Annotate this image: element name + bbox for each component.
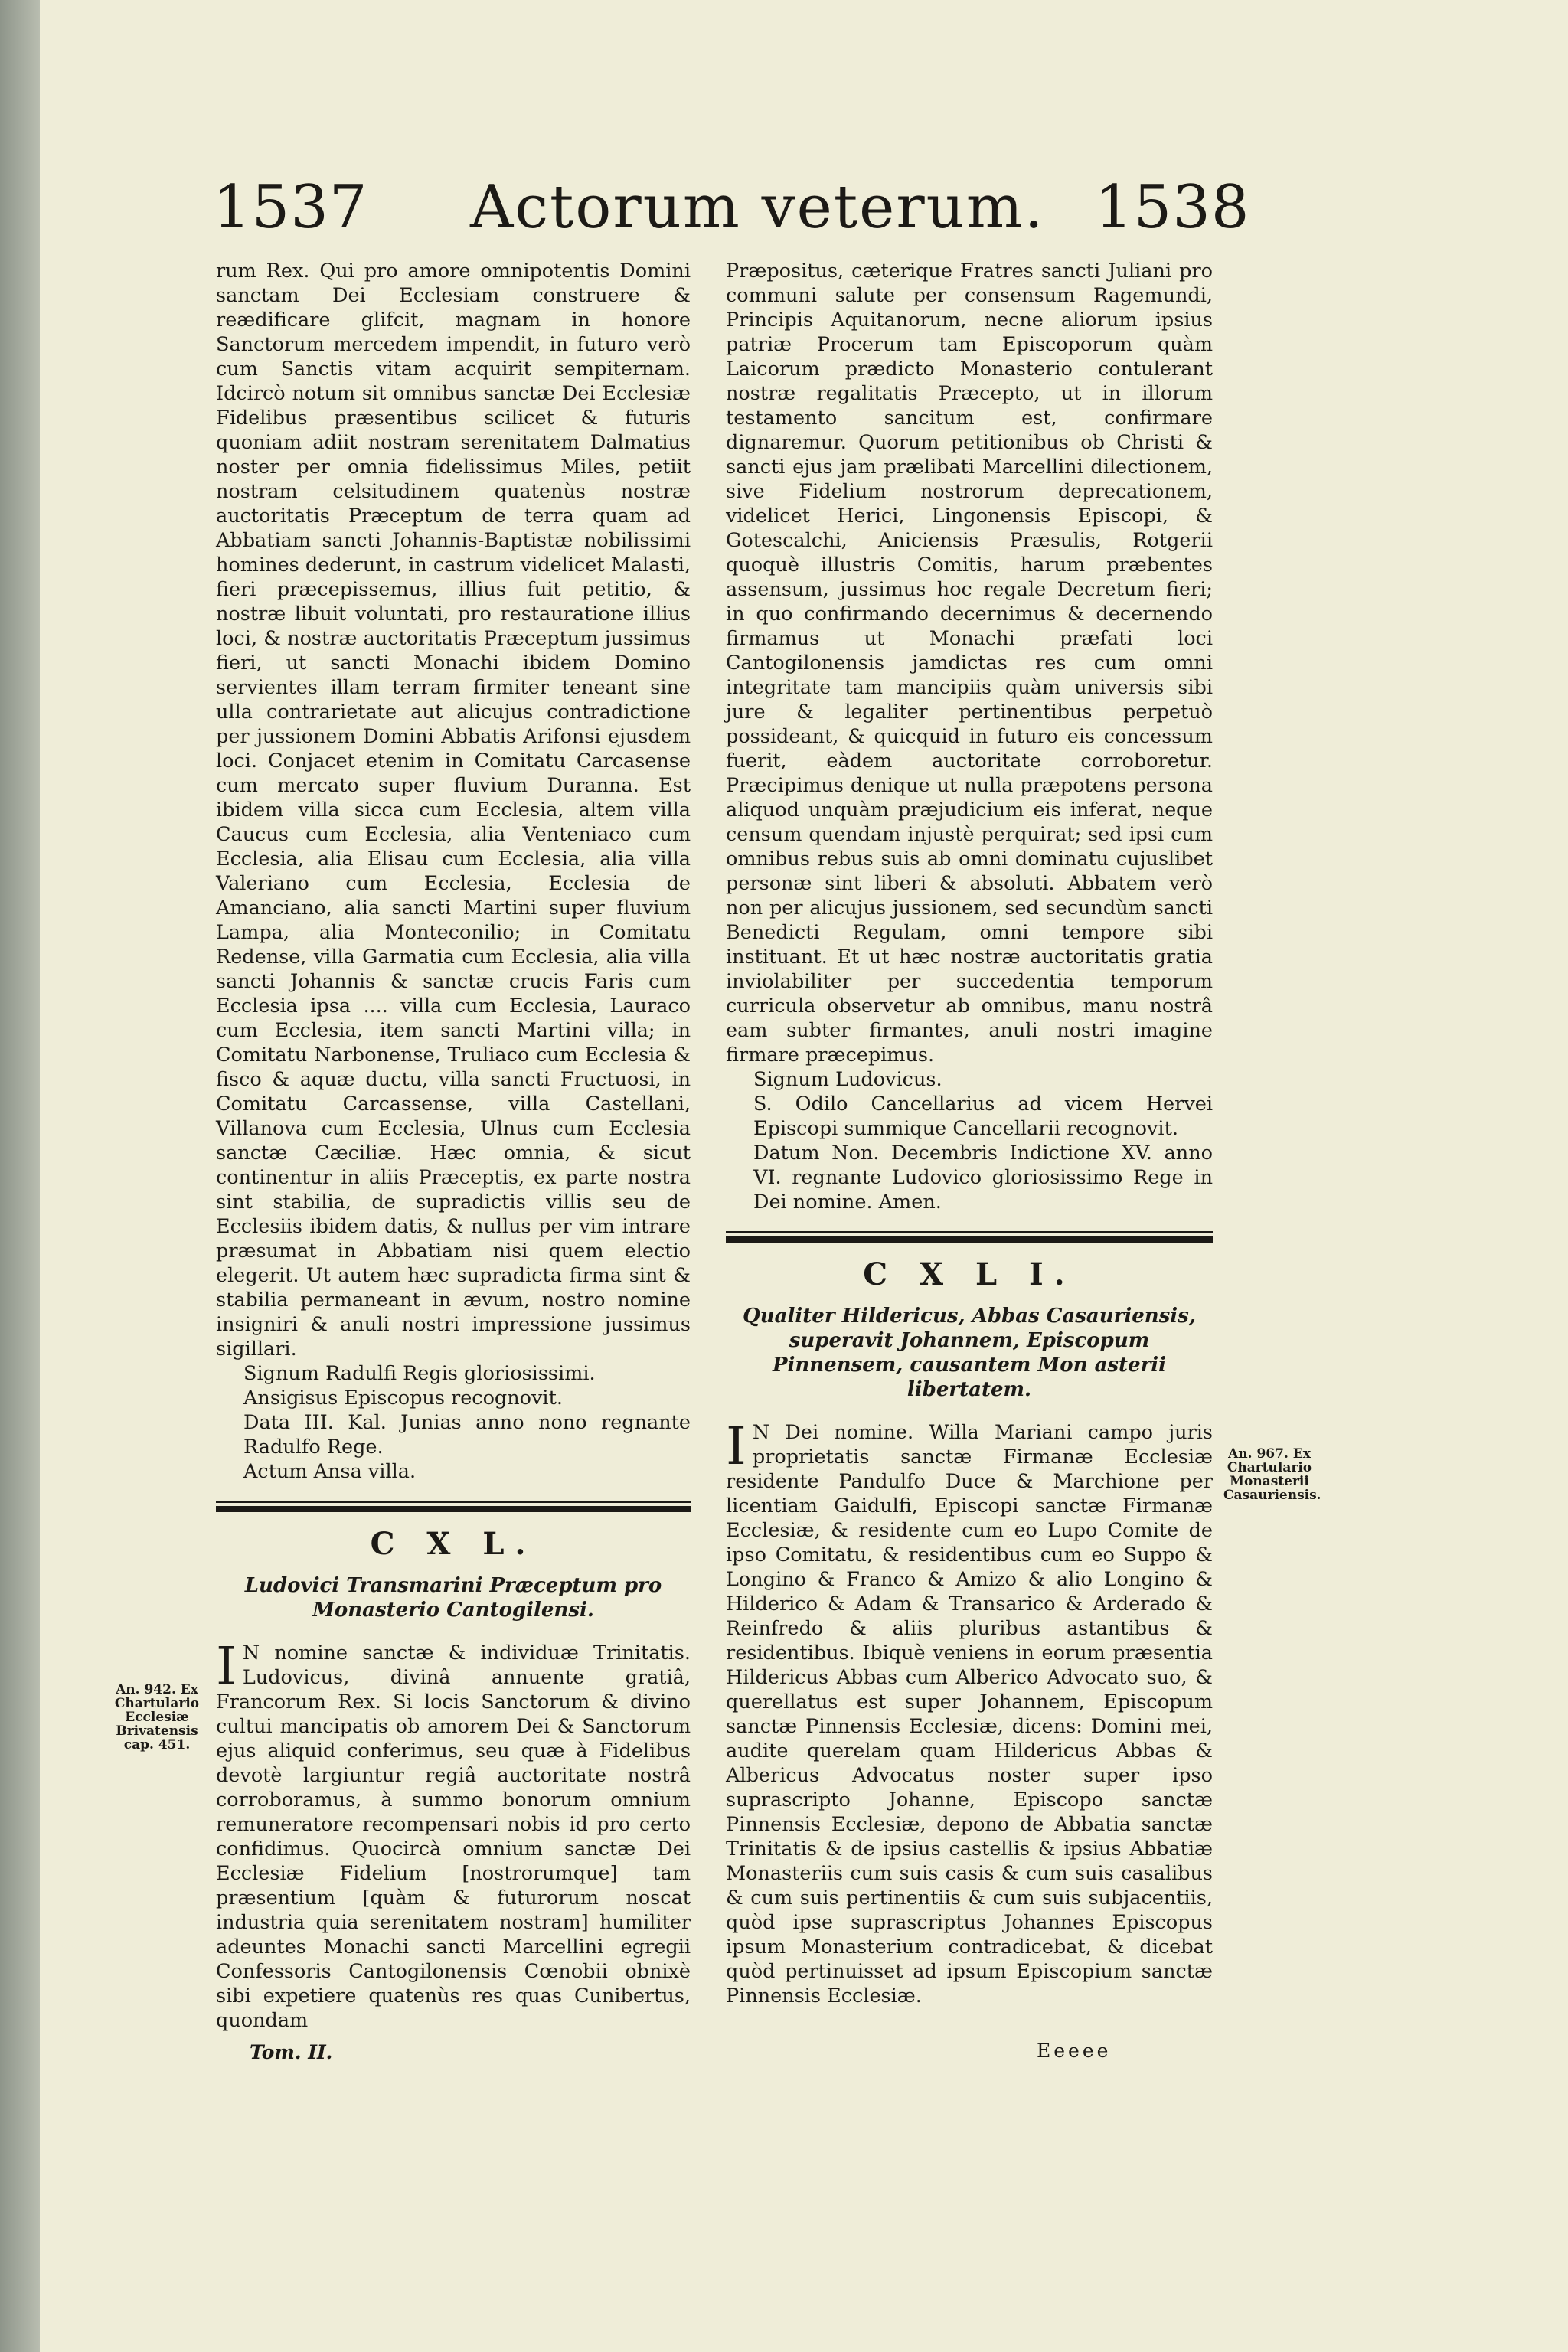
page-number-right: 1538 [1095,173,1250,242]
charter-text: N nomine sanctæ & individuæ Trinitatis. Ludovicus, divinâ annuente gratiâ, Francorum Rex. Si locis Sanctorum & divino cultui mancipatis ob amorem Dei & Sanctorum ejus aliquid conferimus, seu quæ à Fidelibus devotè largiuntur regiâ auctoritate nostrâ corroboramus, à summo bonorum omnium remuneratore recompensari nobis id pro certo confidimus. Quocircà omnium sanctæ Dei Ecclesiæ Fidelium [nostrorumque] tam præsentium [quàm & futurorum noscat industria quia serenitatem nostram] humiliter adeuntes Monachi sancti Marcellini egregii Confessoris Cantogilonensis Cœnobii obnixè sibi expetiere quatenùs res quas Cunibertus, quondam [216,1642,691,2032]
section-number: C X L I. [863,1256,1076,1292]
signature-line: Ansigisus Episcopus recognovit. [243,1387,563,1410]
body-paragraph: rum Rex. Qui pro amore omnipotentis Domini sanctam Dei Ecclesiam construere & reædificare glifcit, magnam in honore Sanctorum mercedem impendit, in futuro verò cum Sanctis vitam acquirit sempiternam. Idcircò notum sit omnibus sanctæ Dei Ecclesiæ Fidelibus præsentibus scilicet & futuris quoniam adiit nostram serenitatem Dalmatius noster per omnia fidelissimus Miles, petiit nostram celsitudinem quatenùs nostræ auctoritatis Præceptum de terra quam ad Abbatiam sancti Johannis-Baptistæ nobilissimi homines dederunt, in castrum videlicet Malasti, fieri præcepissemus, illius fuit petitio, & nostræ libuit voluntati, pro restauratione illius loci, & nostræ auctoritatis Præceptum jussimus fieri, ut sancti Monachi ibidem Domino servientes illam terram firmiter teneant sine ulla contrarietate aut alicujus contradictione per jussionem Domini Abbatis Arifonsi ejusdem loci. Conjacet etenim in Comitatu Carcasense cum mercato super fluvium Duranna. Est ibidem villa sicca cum Ecclesia, altem villa Caucus cum Ecclesia, alia Venteniaco cum Ecclesia, alia Elisau cum Ecclesia, alia villa Valeriano cum Ecclesia, Ecclesia de Amanciano, alia sancti Martini super fluvium Lampa, alia Monteconilio; in Comitatu Redense, villa Garmatia cum Ecclesia, alia villa sancti Johannis & sanctæ crucis Faris cum Ecclesia ipsa .... villa cum Ecclesia, Lauraco cum Ecclesia, item sancti Martini villa; in Comitatu Narbonense, Truliaco cum Ecclesia & fisco & aquæ ductu, villa sancti Fructuosi, in Comitatu Carcassense, villa Castellani, Villanova cum Ecclesia, Ulnus cum Ecclesia sanctæ Cæciliæ. Hæc omnia, & sicut continentur in aliis Præceptis, ex parte nostra sint stabilia, de supradictis villis seu de Ecclesiis ibidem datis, & nullus per vim intrare præsumat in Abbatiam nisi quem electio elegerit. Ut autem hæc supradicta firma sint & stabilia permaneant in ævum, nostro nomine insigniri & anuli nostri impressione jussimus sigillari. [216,260,691,1361]
section-title: Ludovici Transmarini Præceptum pro Monasterio Cantogilensi. [244,1574,662,1622]
section-title: Qualiter Hildericus, Abbas Casauriensis, superavit Johannem, Episcopum Pinnensem, causantem Mon asterii libertatem. [743,1305,1196,1401]
scan-edge [0,0,40,2352]
volume-catchword: Tom. II. [250,2041,333,2063]
running-title: Actorum veterum. [470,173,1045,242]
date-line: Datum Non. Decembris Indictione XV. anno VI. regnante Ludovico gloriosissimo Rege in Dei nomine. Amen. [753,1142,1213,1214]
section-divider [216,1501,691,1512]
signature-line: Signum Ludovicus. [753,1068,942,1091]
signature-mark: Eeeee [1037,2040,1112,2062]
left-column [216,259,691,2033]
charter-text: N Dei nomine. Willa Mariani campo juris proprietatis sanctæ Firmanæ Ecclesiæ residente Pandulfo Duce & Marchione per licentiam Gaidulfi, Episcopi sanctæ Firmanæ Ecclesiæ, & residente cum eo Lupo Comite de ipso Comitatu, & residentibus cum eo Suppo & Longino & Franco & Amizo & alio Longino & Hilderico & Adam & Transarico & Arderado & Reinfredo & aliis pluribus astantibus & residentibus. Ibiquè veniens in eorum præsentia Hildericus Abbas cum Alberico Advocato suo, & querellatus est super Johannem, Episcopum sanctæ Pinnensis Ecclesiæ, dicens: Domini mei, audite querelam quam Hildericus Abbas & Albericus Advocatus noster super ipso suprascripto Johanne, Episcopo sanctæ Pinnensis Ecclesiæ, depono de Abbatia sanctæ Trinitatis & de ipsius castellis & ipsius Abbatiæ Monasteriis cum suis casis & cum suis casalibus & cum suis pertinentiis & cum suis subjacentiis, quòd ipse suprascriptus Johannes Episcopus ipsum Monasterium contradicebat, & dicebat quòd pertinuisset ad ipsum Episcopium sanctæ Pinnensis Ecclesiæ. [726,1421,1213,2007]
section-number: C X L. [370,1526,537,1562]
page-number-left: 1537 [213,173,368,242]
drop-cap: I [726,1416,746,1477]
charter-opening [216,1637,691,2033]
date-line: Data III. Kal. Junias anno nono regnante Radulfo Rege. [243,1411,691,1459]
margin-note: An. 967. Ex Chartulario Monasterii Casauriensis. [1223,1446,1321,1503]
signature-line: Signum Radulfi Regis gloriosissimi. [243,1362,596,1385]
drop-cap: I [216,1637,237,1697]
right-column [726,259,1213,2008]
place-line: Actum Ansa villa. [243,1460,416,1483]
chancellor-line: S. Odilo Cancellarius ad vicem Hervei Episcopi summique Cancellarii recognovit. [753,1093,1213,1140]
section-divider [726,1231,1213,1243]
charter-opening [726,1416,1213,2008]
body-paragraph: Præpositus, cæterique Fratres sancti Juliani pro communi salute per consensum Ragemundi, Principis Aquitanorum, necne aliorum ipsius patriæ Procerum tam Episcoporum quàm Laicorum prædicto Monasterio contulerant nostræ regalitatis Præcepto, ut in illorum testamento sancitum est, confirmare dignaremur. Quorum petitionibus ob Christi & sancti ejus jam prælibati Marcellini dilectionem, sive Fidelium nostrorum deprecationem, videlicet Herici, Lingonensis Episcopi, & Gotescalchi, Aniciensis Præsulis, Rotgerii quoquè illustris Comitis, harum præbentes assensum, jussimus hoc regale Decretum fieri; in quo confirmando decernimus & decernendo firmamus ut Monachi præfati loci Cantogilonensis jamdictas res cum omni integritate tam mancipiis quàm universis sibi jure & legaliter pertinentibus perpetuò possideant, & quicquid in futuro eis concessum fuerit, eàdem auctoritate corroboretur. Præcipimus denique ut nulla præpotens persona aliquod unquàm præjudicium eis inferat, neque censum quendam injustè perquirat; sed ipsi cum omnibus rebus suis ab omni dominatu cujuslibet personæ sint liberi & absoluti. Abbatem verò non per alicujus jussionem, sed secundùm sancti Benedicti Regulam, omni tempore sibi instituant. Et ut hæc nostræ auctoritatis gratia inviolabiliter per succedentia temporum curricula observetur ab omnibus, manu nostrâ eam subter firmantes, anuli nostri imagine firmare præcepimus. [726,260,1213,1067]
margin-note: An. 942. Ex Chartulario Ecclesiæ Brivatensis cap. 451. [114,1682,200,1753]
